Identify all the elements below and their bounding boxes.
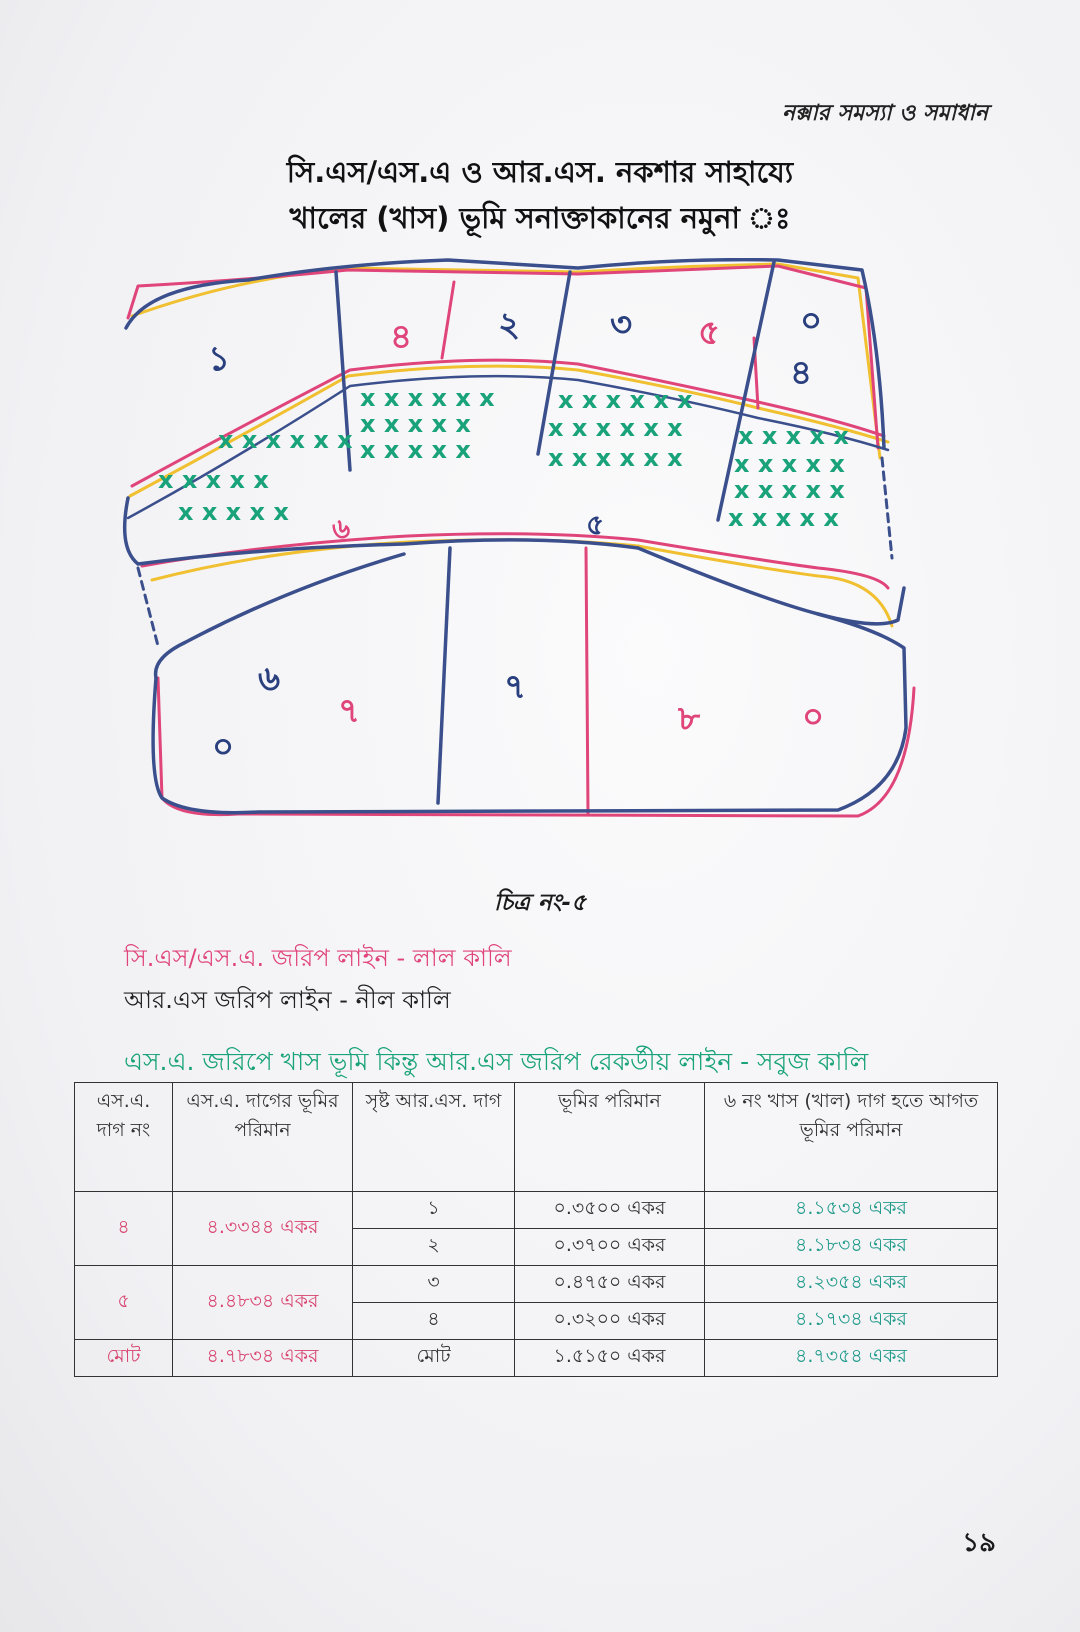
svg-text:x x x x x: x x x x x xyxy=(734,476,845,504)
khas-cell: ৪.২৩৫৪ একর xyxy=(705,1266,998,1303)
total-rs-label: মোট xyxy=(353,1340,515,1377)
rs-dag-cell: ১ xyxy=(353,1192,515,1229)
header-khas: ৬ নং খাস (খাল) দাগ হতে আগত ভূমির পরিমান xyxy=(705,1083,998,1192)
rs-dag-cell: ৩ xyxy=(353,1266,515,1303)
plot-label-5-cs: ৫ xyxy=(698,313,721,353)
header-sa-area: এস.এ. দাগের ভূমির পরিমান xyxy=(173,1083,353,1192)
area-cell: ০.৪৭৫০ একর xyxy=(515,1266,705,1303)
total-label: মোট xyxy=(75,1340,173,1377)
sa-dag-cell: ৪ xyxy=(75,1192,173,1266)
header-sa-dag: এস.এ. দাগ নং xyxy=(75,1083,173,1192)
khas-cell: ৪.১৫৩৪ একর xyxy=(705,1192,998,1229)
legend-red: সি.এস/এস.এ. জরিপ লাইন - লাল কালি xyxy=(124,944,512,972)
total-khas: ৪.৭৩৫৪ একর xyxy=(705,1340,998,1377)
svg-text:x x x x x: x x x x x xyxy=(158,466,269,494)
legend-blue: আর.এস জরিপ লাইন - নীল কালি xyxy=(124,986,451,1014)
svg-text:x x x x x: x x x x x xyxy=(360,436,471,464)
header-area: ভূমির পরিমান xyxy=(515,1083,705,1192)
area-cell: ০.৩৫০০ একর xyxy=(515,1192,705,1229)
page-number: ১৯ xyxy=(962,1528,996,1558)
svg-text:x x x x x: x x x x x xyxy=(360,410,471,438)
rs-divider-4 xyxy=(438,548,450,803)
canal-label-6: ৬ xyxy=(332,512,351,545)
svg-text:x x x x x: x x x x x xyxy=(728,504,839,532)
table-row xyxy=(75,1192,998,1229)
sa-dag-cell: ৫ xyxy=(75,1266,173,1340)
rs-dashed-right xyxy=(882,458,892,558)
mouza-map-figure xyxy=(118,258,958,870)
area-cell: ০.৩৭০০ একর xyxy=(515,1229,705,1266)
table-row xyxy=(75,1266,998,1303)
canal-label-5: ৫ xyxy=(586,508,605,541)
figure-caption: চিত্র নং-৫ xyxy=(494,890,586,916)
plot-label-7: ৭ xyxy=(504,667,527,707)
plot-label-7-cs: ৭ xyxy=(338,691,361,731)
sa-area-cell: ৪.৩৩৪৪ একর xyxy=(173,1192,353,1266)
plot-label-3: ৩ xyxy=(610,305,633,345)
rs-line-bottom-parcels xyxy=(153,614,906,813)
khas-cell: ৪.১৮৩৪ একর xyxy=(705,1229,998,1266)
svg-text:x x x x x x: x x x x x x xyxy=(548,414,683,442)
svg-text:x x x x x x: x x x x x x xyxy=(360,384,495,412)
total-area: ১.৫১৫০ একর xyxy=(515,1340,705,1377)
rs-dag-cell: ৪ xyxy=(353,1303,515,1340)
header-rs-dag: সৃষ্ট আর.এস. দাগ xyxy=(353,1083,515,1192)
plot-label-4: ৪ xyxy=(790,353,813,393)
table-total-row xyxy=(75,1340,998,1377)
svg-text:x x x x x: x x x x x xyxy=(738,422,849,450)
sa-area-cell: ৪.৪৮৩৪ একর xyxy=(173,1266,353,1340)
plot-label-4-cs: ৪ xyxy=(390,317,413,357)
cs-line-canal-bottom xyxy=(142,534,888,588)
title-line-2: খালের (খাস) ভূমি সনাক্তাকানের নমুনা ঃ xyxy=(289,201,791,235)
plot-label-2: ২ xyxy=(498,305,521,345)
title-line-1: সি.এস/এস.এ ও আর.এস. নকশার সাহায্যে xyxy=(286,155,794,189)
plot-label-8-cs: ৮ xyxy=(678,699,701,739)
legend-green: এস.এ. জরিপে খাস ভূমি কিন্তু আর.এস জরিপ রেকর্ডীয় লাইন - সবুজ কালি xyxy=(124,1047,869,1076)
rs-dag-cell: ২ xyxy=(353,1229,515,1266)
khas-cell: ৪.১৭৩৪ একর xyxy=(705,1303,998,1340)
cs-divider-a xyxy=(442,282,454,358)
total-sa-area: ৪.৭৮৩৪ একর xyxy=(173,1340,353,1377)
land-area-table xyxy=(74,1082,998,1377)
area-cell: ০.৩২০০ একর xyxy=(515,1303,705,1340)
plot-label-0-cs: ০ xyxy=(802,697,825,737)
plot-label-6: ৬ xyxy=(258,659,281,699)
running-header: নক্সার সমস্যা ও সমাধান xyxy=(782,101,988,126)
svg-text:x x x x x x: x x x x x x xyxy=(558,386,693,414)
svg-text:x x x x x: x x x x x xyxy=(178,498,289,526)
svg-text:x x x x x x: x x x x x x xyxy=(218,426,353,454)
plot-label-0-bottom: ০ xyxy=(212,727,235,767)
cs-divider-b xyxy=(586,548,588,814)
svg-text:x x x x x x: x x x x x x xyxy=(548,444,683,472)
svg-text:x x x x x: x x x x x xyxy=(734,450,845,478)
plot-label-0: ০ xyxy=(800,301,823,341)
plot-label-1: ১ xyxy=(208,339,231,379)
